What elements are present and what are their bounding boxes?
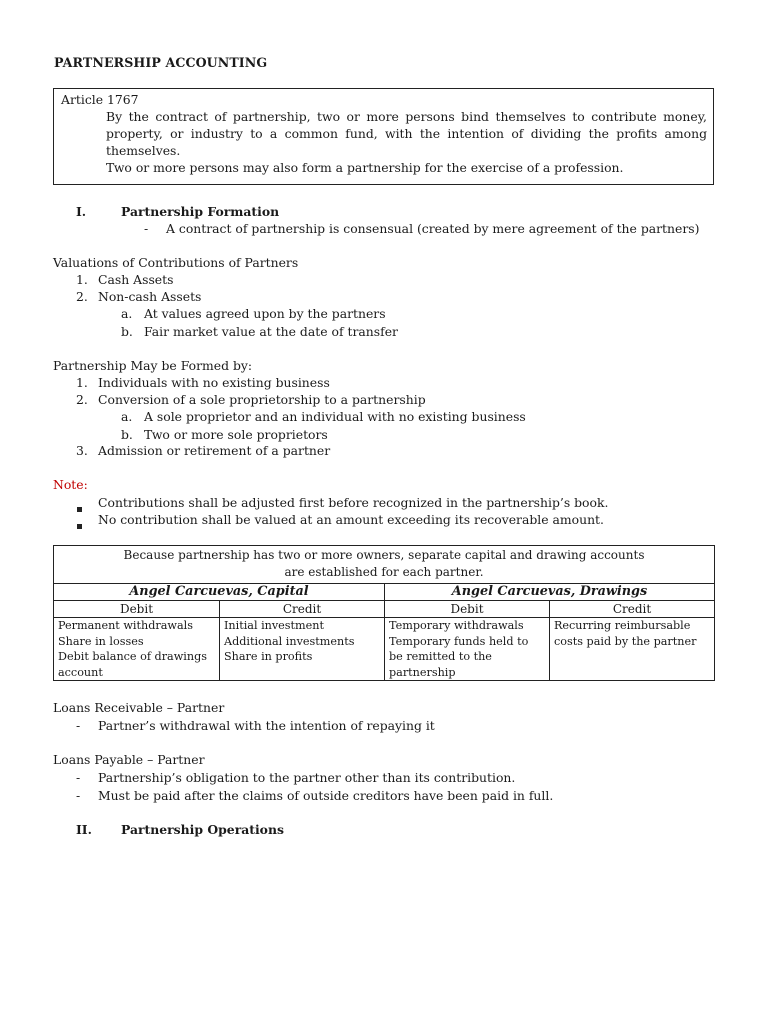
valuations-item-num: 1. — [76, 272, 88, 287]
section-1-dash: - — [144, 221, 149, 236]
capital-debit-cell — [54, 618, 220, 681]
drawings-account-title: Angel Carcuevas, Drawings — [385, 584, 715, 601]
section-2-numeral: II. — [76, 822, 92, 837]
article-paragraph-2: Two or more persons may also form a partnership for the exercise of a profession. — [106, 160, 624, 175]
note-bullet: No contribution shall be valued at an amount exceeding its recoverable amount. — [98, 512, 604, 527]
section-1-point: A contract of partnership is consensual (created by mere agreement of the partners) — [166, 221, 700, 236]
square-bullet-icon — [77, 517, 82, 532]
article-text — [106, 108, 707, 176]
loans-payable-dash: - — [76, 770, 81, 785]
drawings-debit-entry: Temporary funds held to be remitted to the partnership — [389, 634, 529, 679]
loans-payable-heading: Loans Payable – Partner — [53, 752, 205, 767]
capital-debit-entry: Debit balance of drawings account — [58, 650, 207, 679]
drawings-debit-cell — [385, 618, 550, 681]
loans-payable-point: Partnership’s obligation to the partner other than its contribution. — [98, 770, 516, 785]
formed-item: Admission or retirement of a partner — [98, 443, 331, 458]
capital-credit-entry: Share in profits — [224, 650, 313, 663]
formed-item-num: 3. — [76, 443, 88, 458]
formed-subitem: A sole proprietor and an individual with no existing business — [144, 409, 526, 424]
loans-receivable-dash: - — [76, 718, 81, 733]
formed-item: Individuals with no existing business — [98, 375, 330, 390]
section-2-heading: Partnership Operations — [121, 822, 284, 837]
loans-payable-dash: - — [76, 788, 81, 803]
capital-debit-entry: Share in losses — [58, 634, 144, 648]
drawings-debit-header: Debit — [385, 601, 550, 618]
formed-subitem: Two or more sole proprietors — [144, 427, 328, 442]
article-label: Article 1767 — [61, 92, 139, 107]
drawings-credit-entry: Recurring reimbursable costs paid by the partner — [554, 619, 697, 648]
loans-payable-point: Must be paid after the claims of outside creditors have been paid in full. — [98, 788, 554, 803]
article-box — [53, 88, 714, 185]
valuations-subitem: Fair market value at the date of transfer — [144, 324, 398, 339]
valuations-subitem: At values agreed upon by the partners — [144, 306, 386, 321]
capital-debit-entry: Permanent withdrawals — [58, 619, 193, 632]
section-1-heading: Partnership Formation — [121, 204, 280, 219]
valuations-subitem-letter: a. — [121, 306, 133, 321]
capital-credit-cell — [220, 618, 385, 681]
loans-receivable-point: Partner’s withdrawal with the intention of repaying it — [98, 718, 435, 733]
loans-receivable-heading: Loans Receivable – Partner — [53, 700, 225, 715]
accounts-table — [53, 545, 715, 681]
table-intro-line-1: Because partnership has two or more owners, separate capital and drawing accounts — [123, 548, 645, 562]
valuations-subitem-letter: b. — [121, 324, 133, 339]
valuations-item: Non-cash Assets — [98, 289, 202, 304]
capital-account-title: Angel Carcuevas, Capital — [54, 584, 385, 601]
formed-item-num: 1. — [76, 375, 88, 390]
formed-subitem-letter: b. — [121, 427, 133, 442]
formed-subitem-letter: a. — [121, 409, 133, 424]
table-intro — [54, 546, 715, 584]
formed-item-num: 2. — [76, 392, 88, 407]
document-title: PARTNERSHIP ACCOUNTING — [54, 55, 268, 70]
capital-credit-header: Credit — [220, 601, 385, 618]
capital-credit-entry: Initial investment — [224, 619, 324, 632]
capital-credit-entry: Additional investments — [224, 634, 355, 648]
formed-item: Conversion of a sole proprietorship to a partnership — [98, 392, 426, 407]
article-paragraph-1: By the contract of partnership, two or more persons bind themselves to contribute money, property, or industry to a common fund, with the intention of dividing the profits among themselves. — [106, 109, 707, 158]
section-1-numeral: I. — [76, 204, 87, 219]
valuations-item: Cash Assets — [98, 272, 174, 287]
valuations-heading: Valuations of Contributions of Partners — [53, 255, 299, 270]
drawings-debit-entry: Temporary withdrawals — [389, 619, 524, 632]
note-label: Note: — [53, 477, 88, 492]
formed-heading: Partnership May be Formed by: — [53, 358, 253, 373]
valuations-item-num: 2. — [76, 289, 88, 304]
table-intro-line-2: are established for each partner. — [284, 565, 484, 579]
capital-debit-header: Debit — [54, 601, 220, 618]
note-bullet: Contributions shall be adjusted first before recognized in the partnership’s book. — [98, 495, 609, 510]
drawings-credit-header: Credit — [550, 601, 715, 618]
square-bullet-icon — [77, 500, 82, 515]
drawings-credit-cell — [550, 618, 715, 681]
